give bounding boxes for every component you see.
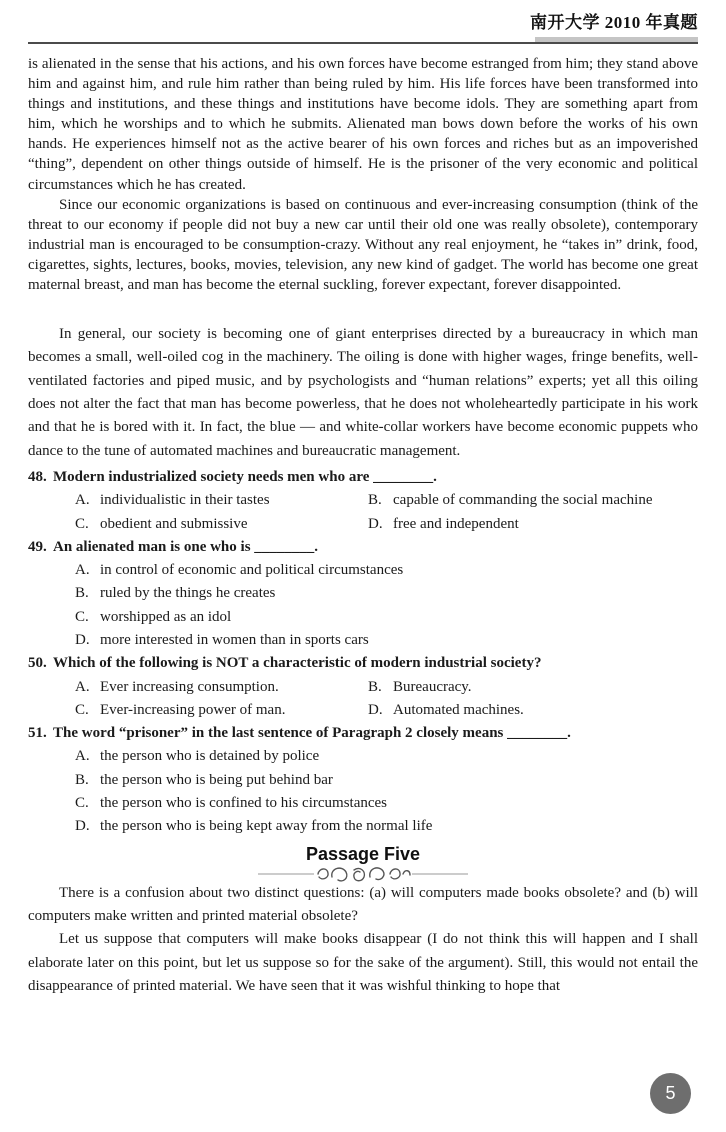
option-d (75, 629, 698, 652)
header-title: 南开大学 2010 年真题 (530, 13, 698, 32)
question-stem (28, 466, 698, 489)
passage-paragraph: Let us suppose that computers will make books disappear (I do not think this will happen and I shall elaborate later on this point, but let us suppose so for the sake of the argument). Still, this would not entail the disappearance of printed material. We have seen that it was wishful thinking to hope that (28, 931, 698, 994)
question-stem-text: An alienated man is one who is ________. (53, 538, 319, 555)
option-label: C. (75, 795, 89, 812)
option-c (75, 513, 368, 536)
passage-paragraph: In general, our society is becoming one of giant enterprises directed by a bureaucracy in which man becomes a small, well-oiled cog in the machinery. The oiling is done with higher wages, fringe benefits, well-ventilated factories and piped music, and by psychologists and “human relations” experts; yet all this oiling does not alter the fact that man has become powerless, that he does not wholeheartedly participate in his work and that he is bored with it. In fact, the blue — and white-collar workers have become economic puppets who dance to the tune of automated machines and bureaucratic management. (28, 326, 698, 459)
option-text: Ever-increasing power of man. (100, 701, 286, 718)
question-number: 50. (28, 655, 47, 672)
option-text: free and independent (393, 515, 519, 532)
option-label: A. (75, 678, 90, 695)
option-text: the person who is being put behind bar (100, 771, 333, 788)
option-a (75, 676, 368, 699)
option-text: capable of commanding the social machine (393, 492, 653, 509)
question-stem (28, 722, 698, 745)
question-options (75, 559, 698, 652)
option-a (75, 745, 698, 768)
option-a (75, 559, 698, 582)
option-d (75, 815, 698, 838)
option-b (75, 582, 698, 605)
passage-paragraph: is alienated in the sense that his actions, and his own forces have become estranged from him; they stand above him and against him, and rule him rather than being ruled by him. His life forces have been transformed into things and institutions, and these things and institutions have become idols. They are something apart from him, which he worships and to which he submits. Alienated man bows down before the works of his own hands. He experiences himself not as the active bearer of his own forces and riches but as an impoverished “thing”, dependent on other things outside of himself. He is the prisoner of the very economic and political circumstances which he has created. (28, 56, 698, 193)
ornament-flourish-icon (28, 865, 698, 882)
header-divider-line (28, 42, 698, 44)
question-options (75, 676, 698, 723)
question-stem (28, 536, 698, 559)
question-49 (28, 536, 698, 652)
option-label: D. (368, 515, 383, 532)
option-label: C. (75, 608, 89, 625)
option-text: obedient and submissive (100, 515, 248, 532)
option-text: the person who is confined to his circumstances (100, 795, 388, 812)
question-number: 51. (28, 725, 47, 742)
option-label: B. (75, 585, 89, 602)
option-text: more interested in women than in sports cars (100, 631, 369, 648)
option-label: D. (75, 631, 90, 648)
option-label: A. (75, 562, 90, 579)
header-rule (28, 37, 698, 45)
questions-section (28, 466, 698, 839)
question-options (75, 489, 698, 536)
option-b (75, 769, 698, 792)
option-label: D. (75, 818, 90, 835)
question-stem-text: Which of the following is NOT a characteristic of modern industrial society? (53, 655, 542, 672)
question-50 (28, 652, 698, 722)
option-label: D. (368, 701, 383, 718)
page-header (28, 0, 698, 45)
option-text: Automated machines. (393, 701, 524, 718)
option-text: ruled by the things he creates (100, 585, 276, 602)
question-options (75, 745, 698, 838)
option-label: C. (75, 701, 89, 718)
option-label: B. (368, 678, 382, 695)
option-a (75, 489, 368, 512)
option-text: Ever increasing consumption. (100, 678, 279, 695)
option-d (368, 513, 698, 536)
option-label: A. (75, 492, 90, 509)
option-label: B. (368, 492, 382, 509)
question-48 (28, 466, 698, 536)
passage-five-heading: Passage Five (305, 843, 421, 864)
option-text: the person who is being kept away from the normal life (100, 818, 433, 835)
option-label: C. (75, 515, 89, 532)
passage-paragraph: Since our economic organizations is based on continuous and ever-increasing consumption (think of the threat to our economy if people did not buy a new car until their old one was really obsolete), contemporary industrial man is encouraged to be consumption-crazy. Without any real enjoyment, he “takes in” drink, food, cigarettes, sights, lectures, books, movies, television, any new kind of gadget. The world has become one great maternal breast, and man has become the eternal suckling, forever expectant, forever disappointed. (28, 196, 698, 294)
option-text: the person who is detained by police (100, 748, 320, 765)
question-51 (28, 722, 698, 838)
question-stem-text: The word “prisoner” in the last sentence of Paragraph 2 closely means ________. (53, 725, 571, 742)
option-label: A. (75, 748, 90, 765)
passage-paragraph: There is a confusion about two distinct questions: (a) will computers made books obsolete? and (b) will computers make written and printed material obsolete? (28, 884, 698, 924)
question-number: 49. (28, 538, 47, 555)
option-text: individualistic in their tastes (100, 492, 270, 509)
option-label: B. (75, 771, 89, 788)
option-d (368, 699, 698, 722)
question-stem (28, 652, 698, 675)
option-text: Bureaucracy. (393, 678, 472, 695)
page-body (28, 54, 698, 998)
option-text: in control of economic and political circumstances (100, 562, 404, 579)
page-number: 5 (665, 1083, 676, 1103)
option-c (75, 699, 368, 722)
option-text: worshipped as an idol (100, 608, 232, 625)
option-c (75, 792, 698, 815)
question-stem-text: Modern industrialized society needs men who are ________. (53, 468, 437, 485)
option-b (368, 489, 698, 512)
option-b (368, 676, 698, 699)
option-c (75, 606, 698, 629)
page-number-badge (650, 1073, 691, 1114)
question-number: 48. (28, 468, 47, 485)
